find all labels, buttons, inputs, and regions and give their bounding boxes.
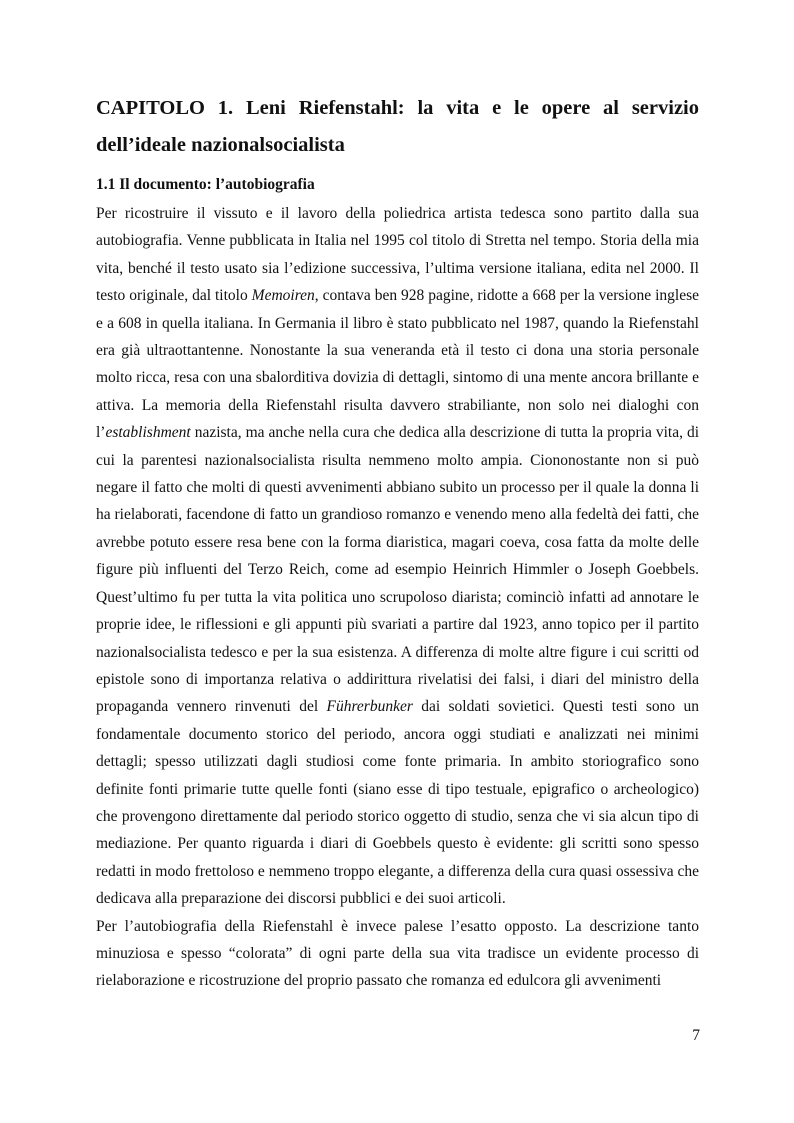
paragraph-text: , contava ben 928 pagine, ridotte a 668 per la versione inglese e a 608 in quella italiana. In Germania il libro è stato pubblicato nel 1987, quando la Riefenstahl era già ultraottantenne. Nonostante la sua veneranda età il testo ci dona una storia personale molto ricca, resa con una sbalorditiva dovizia di dettagli, sintomo di una mente ancora brillante e attiva. La memoria della Riefenstahl risulta davvero strabiliante, non solo nei dialoghi con l’ [96,287,699,442]
italic-term: Führerbunker [326,698,413,716]
italic-term: establishment [105,424,191,442]
page-content [96,90,699,995]
chapter-title: CAPITOLO 1. Leni Riefenstahl: la vita e le opere al servizio dell’ideale nazionalsocialista [96,97,699,156]
body-paragraph [96,200,699,913]
paragraph-text: nazista, ma anche nella cura che dedica alla descrizione di tutta la propria vita, di cui la parentesi nazionalsocialista risulta nemmeno molto ampia. Ciononostante non si può negare il fatto che molti di questi avvenimenti abbiano subito un processo per il quale la donna li ha rielaborati, facendone di fatto un grandioso romanzo e venendo meno alla fedeltà dei fatti, che avrebbe potuto essere resa bene con la forma diaristica, magari coeva, cosa fatta da molte delle figure più influenti del Terzo Reich, come ad esempio Heinrich Himmler o Joseph Goebbels. Quest’ultimo fu per tutta la vita politica uno scrupoloso diarista; cominciò infatti ad annotare le proprie idee, le riflessioni e gli appunti più svariati a partire dal 1923, anno topico per il partito nazionalsocialista tedesco e per la sua esistenza. A differenza di molte altre figure i cui scritti od epistole sono di importanza relativa o addirittura rivelatisi dei falsi, i diari del ministro della propaganda vennero rinvenuti del [96,424,699,716]
paragraph-text: dai soldati sovietici. Questi testi sono un fondamentale documento storico del periodo, ancora oggi studiati e analizzati nei minimi dettagli; spesso utilizzati dagli studiosi come fonte primaria. In ambito storiografico sono definite fonti primarie tutte quelle fonti (siano esse di tipo testuale, epigrafico o archeologico) che provengono direttamente dal periodo storico oggetto di studio, senza che vi sia alcun tipo di mediazione. Per quanto riguarda i diari di Goebbels questo è evidente: gli scritti sono spesso redatti in modo frettoloso e nemmeno troppo elegante, a differenza della cura quasi ossessiva che dedicava alla preparazione dei discorsi pubblici e dei suoi articoli. [96,698,699,908]
body-paragraph: Per l’autobiografia della Riefenstahl è invece palese l’esatto opposto. La descrizione tanto minuziosa e spesso “colorata” di ogni parte della sua vita tradisce un evidente processo di rielaborazione e ricostruzione del proprio passato che romanza ed edulcora gli avvenimenti [96,917,699,990]
page-number: 7 [692,1027,700,1044]
section-title: 1.1 Il documento: l’autobiografia [96,176,315,193]
italic-term: Memoiren [251,287,315,305]
paragraph-text: Per ricostruire il vissuto e il lavoro della poliedrica artista tedesca sono partito dalla sua autobiografia. Venne pubblicata in Italia nel 1995 col titolo di Stretta nel tempo. Storia della mia vita, benché il testo usato sia l’edizione successiva, l’ultima versione italiana, edita nel 2000. Il testo originale, dal titolo [96,205,699,305]
